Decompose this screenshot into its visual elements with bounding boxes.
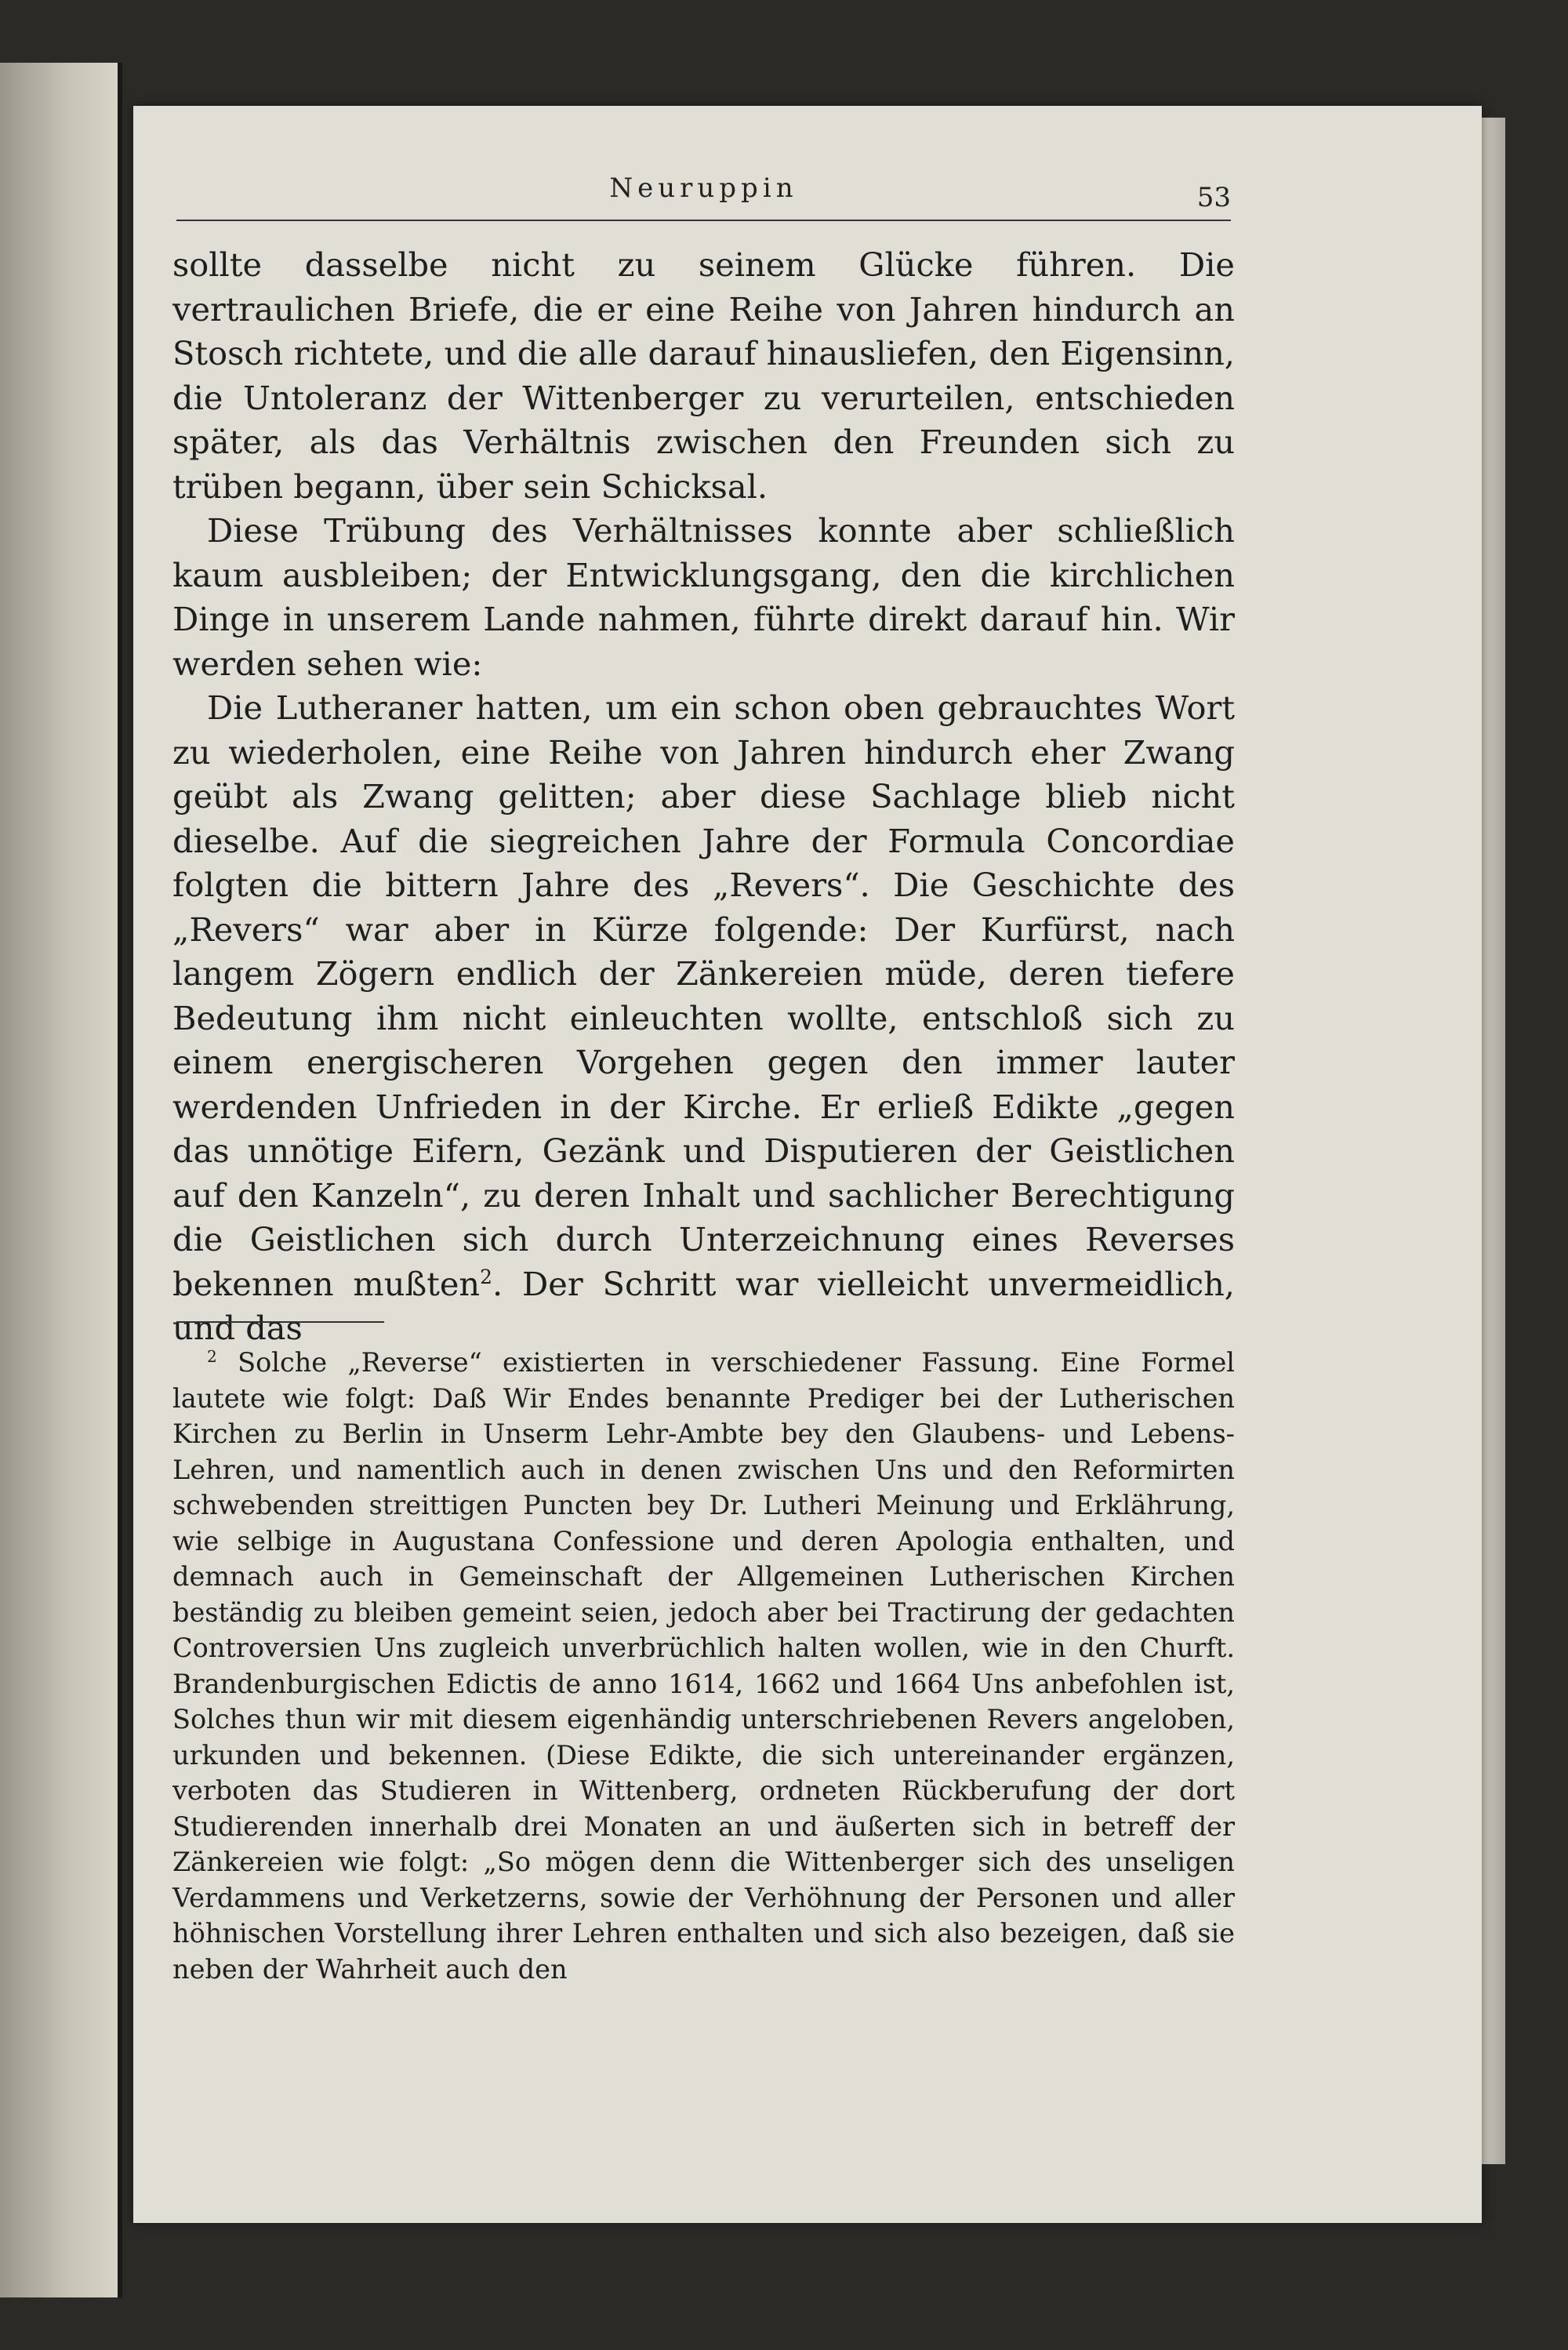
facing-page-edge [0,63,122,2297]
running-title: Neuruppin [609,173,798,204]
footnote [172,1345,1235,1987]
paragraph-2: Diese Trübung des Verhältnisses konnte aber schließlich kaum ausbleiben; der Entwicklungsgang, den die kirchlichen Dinge in unserem Lande nahmen, führte direkt darauf hin. Wir werden sehen wie: [172,511,1235,683]
paragraph-1: sollte dasselbe nicht zu seinem Glücke führen. Die vertraulichen Briefe, die er eine Reihe von Jahren hindurch an Stosch richtete, und die alle darauf hinausliefen, den Eigensinn, die Untoleranz der Wittenberger zu verurteilen, entschieden später, als das Verhältnis zwischen den Freunden sich zu trüben begann, über sein Schicksal. [172,245,1235,506]
footnote-mark: 2 [207,1346,217,1366]
footnote-text: Solche „Reverse“ existierten in verschiedener Fassung. Eine Formel lautete wie folgt: Daß Wir Endes benannte Prediger bei der Lutherischen Kirchen zu Berlin in Unserm Lehr-Ambte bey den Glaubens- und Lebens-Lehren, und namentlich auch in denen zwischen Uns und den Reformirten schwebenden streittigen Puncten bey Dr. Lutheri Meinung und Erklährung, wie selbige in Augustana Confessione und deren Apologia enthalten, und demnach auch in Gemeinschaft der Allgemeinen Lutherischen Kirchen beständig zu bleiben gemeint seien, jedoch aber bei Tractirung der gedachten Controversien Uns zugleich unverbrüchlich halten wollen, wie in den Churft. Brandenburgischen Edictis de anno 1614, 1662 und 1664 Uns anbefohlen ist, Solches thun wir mit diesem eigenhändig unterschriebenen Revers angeloben, urkunden und bekennen. (Diese Edikte, die sich untereinander ergänzen, verboten das Studieren in Wittenberg, ordneten Rückberufung der dort Studierenden innerhalb drei Monaten an und äußerten sich in betreff der Zänkereien wie folgt: „So mögen denn die Wittenberger sich des unseligen Verdammens und Verketzerns, sowie der Verhöhnung der Personen und aller höhnischen Vorstellung ihrer Lehren enthalten und sich also bezeigen, daß sie neben der Wahrheit auch den [172,1347,1235,1985]
paragraph-3 [172,686,1235,1351]
footnote-divider [176,1321,384,1323]
paragraph-3-tail: . Der Schritt war vielleicht unvermeidlich, und das [172,1264,1235,1347]
page-number: 53 [1196,182,1231,213]
page-header [176,171,1231,221]
footnote-reference: 2 [480,1265,493,1288]
paragraph-3-text: Die Lutheraner hatten, um ein schon oben gebrauchtes Wort zu wiederholen, eine Reihe von Jahren hindurch eher Zwang geübt als Zwang gelitten; aber diese Sachlage blieb nicht dieselbe. Auf die siegreichen Jahre der Formula Concordiae folgten die bittern Jahre des „Revers“. Die Geschichte des „Revers“ war aber in Kürze folgende: Der Kurfürst, nach langem Zögern endlich der Zänkereien müde, deren tiefere Bedeutung ihm nicht einleuchten wollte, entschloß sich zu einem energischeren Vorgehen gegen den immer lauter werdenden Unfrieden in der Kirche. Er erließ Edikte „gegen das unnötige Eifern, Gezänk und Disputieren der Geistlichen auf den Kanzeln“, zu deren Inhalt und sachlicher Berechtigung die Geistlichen sich durch Unterzeichnung eines Reverses bekennen mußten [172,688,1235,1303]
main-text [172,243,1235,1351]
